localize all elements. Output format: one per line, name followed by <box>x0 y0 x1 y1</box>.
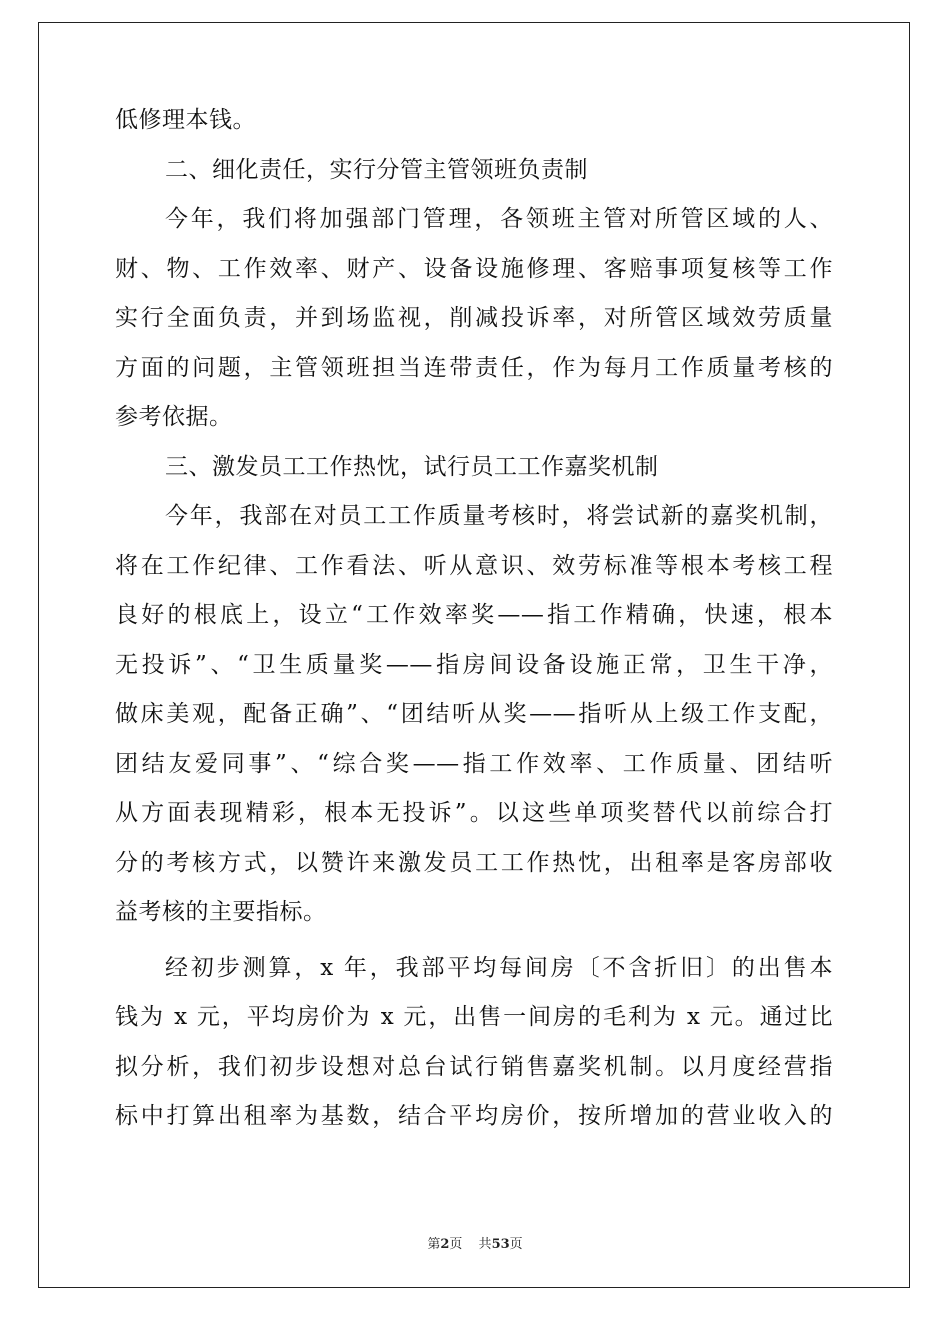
text-line: 今年，我们将加强部门管理，各领班主管对所管区域的人、 <box>165 206 833 232</box>
text-line: 标中打算出租率为基数，结合平均房价，按所增加的营业收入的 <box>115 1103 833 1129</box>
text-line: 将在工作纪律、工作看法、听从意识、效劳标准等根本考核工程 <box>115 552 833 579</box>
text-line: 二、细化责任，实行分管主管领班负责制 <box>165 156 588 183</box>
text-line: 做床美观，配备正确”、“团结听从奖——指听从上级工作支配， <box>115 701 833 727</box>
text-line: 参考依据。 <box>115 404 233 430</box>
text-line: 益考核的主要指标。 <box>115 899 327 925</box>
text-line: 钱为 x 元，平均房价为 x 元，出售一间房的毛利为 x 元。通过比 <box>115 1004 833 1030</box>
text-line: 三、激发员工工作热忱，试行员工工作嘉奖机制 <box>165 453 659 480</box>
page-total: 共53页 <box>478 1237 523 1252</box>
text-line: 分的考核方式，以赞许来激发员工工作热忱，出租率是客房部收 <box>115 849 833 876</box>
text-line: 今年，我部在对员工工作质量考核时，将尝试新的嘉奖机制， <box>165 503 833 529</box>
text-line: 低修理本钱。 <box>115 107 256 133</box>
text-line: 经初步测算，x 年，我部平均每间房〔不含折旧〕的出售本 <box>165 954 833 981</box>
text-line: 良好的根底上，设立“工作效率奖——指工作精确，快速，根本 <box>115 602 833 628</box>
document-body <box>115 96 833 1142</box>
text-line: 实行全面负责，并到场监视，削减投诉率，对所管区域效劳质量 <box>115 305 833 331</box>
text-line: 团结友爱同事”、“综合奖——指工作效率、工作质量、团结听 <box>115 750 833 777</box>
text-line: 拟分析，我们初步设想对总台试行销售嘉奖机制。以月度经营指 <box>115 1053 833 1080</box>
page-footer <box>0 1233 950 1252</box>
page-number: 第2页 <box>427 1237 463 1252</box>
text-line: 财、物、工作效率、财产、设备设施修理、客赔事项复核等工作 <box>115 255 833 282</box>
text-line: 无投诉”、“卫生质量奖——指房间设备设施正常，卫生干净， <box>115 651 833 678</box>
text-line: 从方面表现精彩，根本无投诉”。以这些单项奖替代以前综合打 <box>115 800 833 826</box>
text-line: 方面的问题，主管领班担当连带责任，作为每月工作质量考核的 <box>115 354 833 381</box>
